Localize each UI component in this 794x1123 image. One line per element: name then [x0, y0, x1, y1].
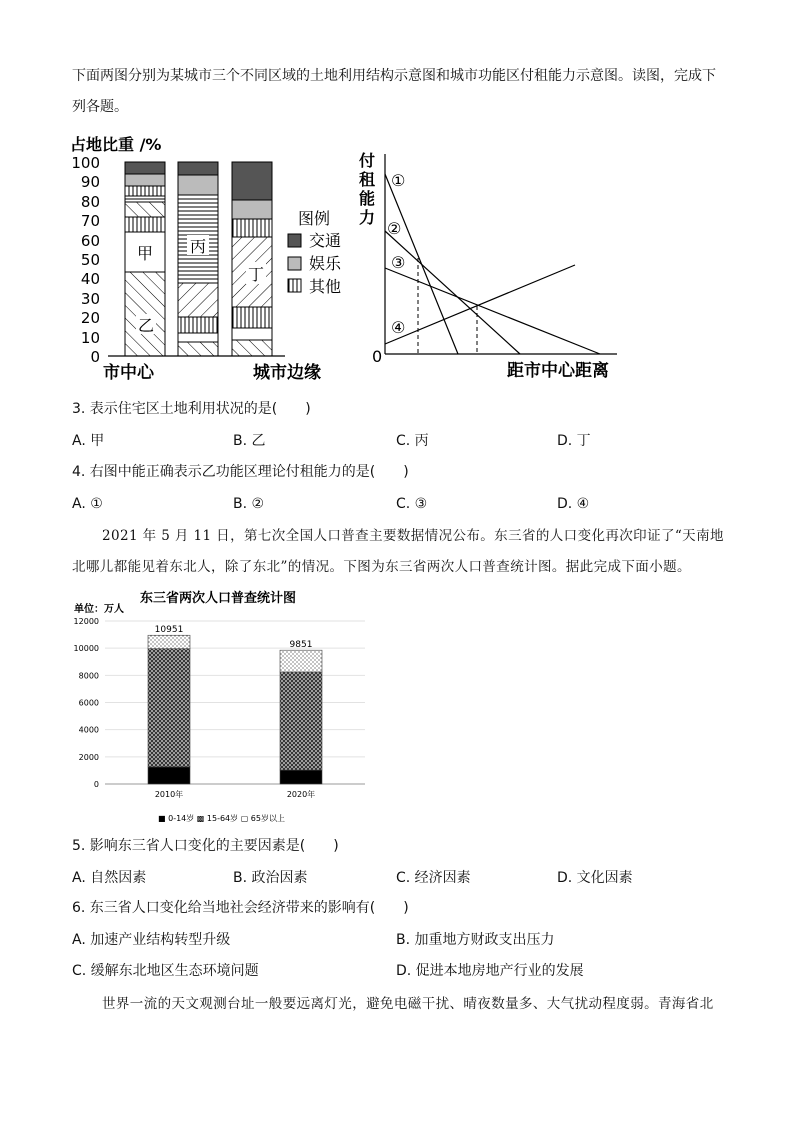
q5-option-b[interactable]: B. 政治因素	[233, 870, 308, 886]
legend-swatch-other	[288, 279, 301, 292]
rent-xlabel: 距市中心距离	[507, 361, 609, 381]
legend-other: 其他	[309, 277, 342, 296]
landuse-ytick: 30	[80, 290, 100, 308]
census-title: 东三省两次人口普查统计图	[140, 591, 297, 606]
q4-option-c[interactable]: C. ③	[396, 496, 428, 512]
rent-figure	[355, 146, 635, 386]
q5-option-c[interactable]: C. 经济因素	[396, 870, 471, 886]
landuse-ytick: 0	[90, 348, 100, 366]
q6-stem: 6. 东三省人口变化给当地社会经济带来的影响有( )	[72, 900, 409, 916]
landuse-ytick: 60	[80, 232, 100, 250]
curve-label-2: ②	[387, 219, 402, 238]
census-xtick: 2020年	[286, 790, 316, 799]
census-legend: ■ 0-14岁 ▩ 15-64岁 ▢ 65岁以上	[158, 814, 285, 823]
census-bar-segment	[148, 635, 190, 648]
intro2-line2: 北哪儿都能见着东北人，除了东北”的情况。下图为东三省两次人口普查统计图。据此完成下面小题。	[72, 559, 691, 575]
q6-option-a[interactable]: A. 加速产业结构转型升级	[72, 932, 231, 948]
legend-swatch-entertainment	[288, 257, 301, 270]
rent-ylabel: 付	[359, 151, 376, 170]
q4-option-d[interactable]: D. ④	[557, 496, 590, 512]
q3-option-a[interactable]: A. 甲	[72, 433, 105, 449]
landuse-ytick: 100	[71, 154, 100, 172]
curve-3	[385, 268, 600, 354]
landuse-ytick: 70	[80, 212, 100, 230]
q4-option-a[interactable]: A. ①	[72, 496, 103, 512]
rent-origin: 0	[372, 347, 383, 366]
rent-ylabel: 租	[359, 170, 376, 189]
census-bar-segment	[280, 650, 322, 672]
landuse-ytick: 50	[80, 251, 100, 269]
q3-option-d[interactable]: D. 丁	[557, 433, 591, 449]
census-xtick: 2010年	[154, 790, 184, 799]
landuse-bar-3	[232, 162, 272, 356]
q3-stem: 3. 表示住宅区土地利用状况的是( )	[72, 401, 311, 417]
census-total-label: 9851	[289, 640, 313, 651]
landuse-figure	[60, 126, 360, 386]
q6-option-b[interactable]: B. 加重地方财政支出压力	[396, 932, 555, 948]
census-ytick: 2000	[78, 752, 99, 762]
label-bing: 丙	[190, 237, 207, 256]
census-ytick: 6000	[78, 698, 99, 708]
landuse-bar-2	[178, 162, 218, 356]
curve-label-3: ③	[391, 253, 406, 272]
q5-stem: 5. 影响东三省人口变化的主要因素是( )	[72, 838, 339, 854]
xlabel-center: 市中心	[103, 363, 154, 383]
q6-option-c[interactable]: C. 缓解东北地区生态环境问题	[72, 963, 259, 979]
landuse-ytick: 40	[80, 270, 100, 288]
census-total-label: 10951	[154, 625, 184, 636]
rent-ylabel: 力	[359, 208, 376, 227]
legend-entertainment: 娱乐	[309, 254, 342, 273]
legend-swatch-traffic	[288, 234, 301, 247]
census-chart	[60, 585, 380, 825]
intro-text-line1: 下面两图分别为某城市三个不同区域的土地利用结构示意图和城市功能区付租能力示意图。读图，完成下	[72, 68, 716, 84]
census-bar-segment	[280, 770, 322, 784]
q4-option-b[interactable]: B. ②	[233, 496, 265, 512]
curve-label-1: ①	[391, 171, 406, 190]
label-jia: 甲	[137, 244, 154, 263]
landuse-ytick: 80	[80, 193, 100, 211]
census-ytick: 0	[93, 780, 99, 789]
census-ytick: 4000	[78, 725, 99, 735]
census-bar-segment	[148, 649, 190, 767]
rent-ylabel: 能	[359, 189, 376, 208]
landuse-ytick: 10	[80, 329, 100, 347]
intro2-line1: 2021 年 5 月 11 日，第七次全国人口普查主要数据情况公布。东三省的人口变化再次印证了“天南地	[102, 528, 724, 544]
census-ytick: 10000	[73, 644, 99, 654]
q5-option-a[interactable]: A. 自然因素	[72, 870, 147, 886]
intro3-line1: 世界一流的天文观测台址一般要远离灯光，避免电磁干扰、晴夜数量多、大气扰动程度弱。青海省北	[102, 996, 714, 1012]
census-ytick: 12000	[73, 617, 99, 626]
intro-text-line2: 列各题。	[72, 99, 128, 115]
census-bar-segment	[280, 672, 322, 770]
landuse-ytick: 20	[80, 309, 100, 327]
q4-stem: 4. 右图中能正确表示乙功能区理论付租能力的是( )	[72, 464, 409, 480]
legend-traffic: 交通	[309, 231, 342, 250]
curve-label-4: ④	[391, 318, 406, 337]
xlabel-edge: 城市边缘	[253, 363, 321, 383]
landuse-ylabel: 占地比重 /%	[70, 135, 162, 154]
census-ytick: 8000	[78, 671, 99, 681]
landuse-ytick: 90	[80, 173, 100, 191]
q3-option-b[interactable]: B. 乙	[233, 433, 266, 449]
q6-option-d[interactable]: D. 促进本地房地产行业的发展	[396, 963, 584, 979]
q3-option-c[interactable]: C. 丙	[396, 433, 429, 449]
label-yi: 乙	[138, 316, 155, 335]
label-ding: 丁	[248, 265, 265, 284]
census-unit: 单位：万人	[74, 604, 124, 615]
census-bar-segment	[148, 767, 190, 784]
legend-title: 图例	[298, 209, 331, 228]
q5-option-d[interactable]: D. 文化因素	[557, 870, 633, 886]
